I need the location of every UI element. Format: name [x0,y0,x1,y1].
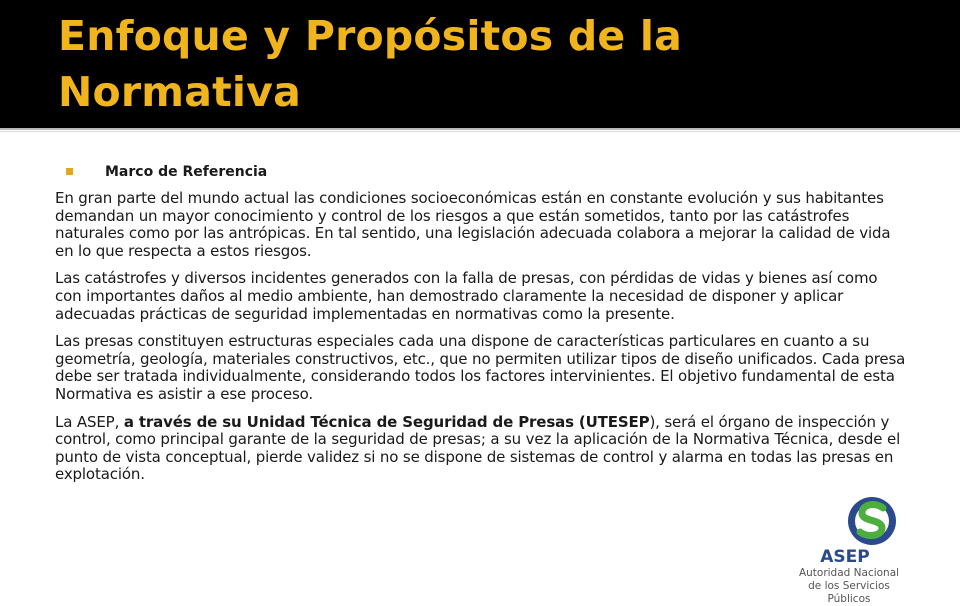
slide-title: Enfoque y Propósitos de la Normativa [58,12,683,116]
bullet-heading: Marco de Referencia [105,164,268,180]
logo-subtitle [790,567,908,606]
paragraph-4-start: La ASEP, [55,412,124,431]
asep-s-logo-icon [790,494,910,550]
paragraph-4 [55,414,907,484]
logo-subtitle-line-2: de los Servicios Públicos [808,580,890,605]
title-bar [0,0,960,128]
title-divider [0,128,960,130]
paragraph-2: Las catástrofes y diversos incidentes generados con la falla de presas, con pérdidas de vidas y bienes así como con importantes daños al medio ambiente, han demostrado claramente la necesidad de disponer y aplicar adecuadas prácticas de seguridad implementadas en normativas como la presente. [55,269,878,323]
body-text [55,190,907,494]
asep-logo [790,494,960,605]
paragraph-4-end: ), será el órgano de inspección y control, como principal garante de la seguridad de presas; a su vez la aplicación de la Normativa Técnica, desde el punto de vista conceptual, pierde validez si no se dispone de sistemas de control y alarma en todas las presas en explotación. [55,412,901,484]
logo-name: ASEP [820,547,870,567]
logo-subtitle-line-1: Autoridad Nacional [798,567,900,579]
title-divider-thin [0,131,960,132]
paragraph-1: En gran parte del mundo actual las condiciones socioeconómicas están en constante evolución y sus habitantes demandan un mayor conocimiento y control de los riesgos a que están sometidos, tanto por las catástrofes naturales como por las antrópicas. En tal sentido, una legislación adecuada colabora a mejorar la calidad de vida en lo que respecta a estos riesgos. [55,189,891,260]
paragraph-4-bold: a través de su Unidad Técnica de Seguridad de Presas (UTESEP [123,412,650,431]
paragraph-3: Las presas constituyen estructuras especiales cada una dispone de características particulares en cuanto a su geometría, geología, materiales constructivos, etc., que no permiten utilizar tipos de diseño unificados. Cada presa debe ser tratada individualmente, considerando todos los factores intervinientes. El objetivo fundamental de esta Normativa es asistir a ese proceso. [55,332,906,403]
square-bullet-icon [66,168,73,175]
